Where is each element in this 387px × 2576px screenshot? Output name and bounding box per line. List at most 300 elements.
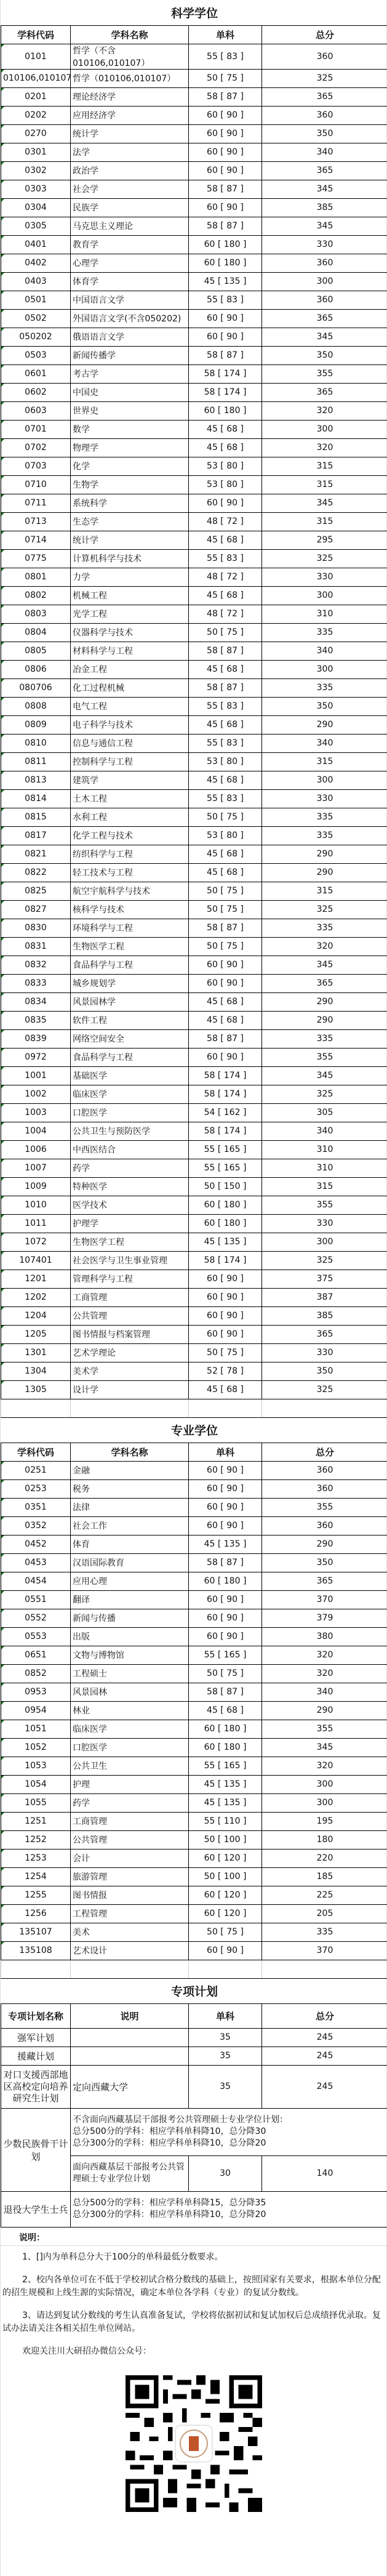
total-score: 360 — [262, 1461, 387, 1479]
subject-code: 0403 — [1, 272, 71, 291]
single-score: 58 [ 87 ] — [189, 919, 262, 937]
single-score: 60 [ 90 ] — [189, 1461, 262, 1479]
subject-code: 0775 — [1, 549, 71, 568]
table-row — [1, 44, 387, 69]
table-row — [1, 715, 387, 734]
total-score: 320 — [262, 438, 387, 457]
table-row — [1, 845, 387, 863]
subject-code: 0713 — [1, 512, 71, 531]
subject-name: 体育学 — [71, 272, 189, 291]
subject-code: 0810 — [1, 734, 71, 752]
total-score: 335 — [262, 1923, 387, 1941]
total-score: 195 — [262, 1812, 387, 1830]
subject-code: 0954 — [1, 1701, 71, 1720]
subject-code: 0813 — [1, 771, 71, 789]
single-score: 55 [ 83 ] — [189, 549, 262, 568]
total-score: 365 — [262, 974, 387, 992]
subject-code: 0817 — [1, 826, 71, 845]
table-row — [1, 1196, 387, 1214]
total-score: 310 — [262, 1140, 387, 1159]
total-score: 335 — [262, 808, 387, 826]
single-score: 60 [ 90 ] — [189, 328, 262, 346]
single-score: 55 [ 165 ] — [189, 1646, 262, 1664]
table-row — [1, 863, 387, 882]
subject-name: 工商管理 — [71, 1812, 189, 1830]
total-score: 330 — [262, 1214, 387, 1233]
total-score: 290 — [262, 992, 387, 1011]
single-score: 58 [ 87 ] — [189, 678, 262, 697]
single-score: 60 [ 90 ] — [189, 1627, 262, 1646]
single-score: 60 [ 90 ] — [189, 974, 262, 992]
total-score: 290 — [262, 1011, 387, 1029]
single-score: 60 [ 90 ] — [189, 1288, 262, 1306]
total-score: 360 — [262, 254, 387, 272]
subject-code: 0202 — [1, 106, 71, 124]
blank-row — [1, 1960, 387, 1978]
header-name: 学科名称 — [71, 1443, 189, 1461]
subject-name: 社会学 — [71, 180, 189, 198]
total-score: 350 — [262, 1362, 387, 1380]
total-score: 340 — [262, 642, 387, 660]
note-3: 3、请达到复试分数线的考生认真准备复试，学校将依据初试和复试加权后总成绩择优录取。复试办法请关注各相关招生单位网站。 — [1, 2304, 386, 2340]
total-score: 325 — [262, 1251, 387, 1270]
total-score: 345 — [262, 494, 387, 512]
table-row — [1, 254, 387, 272]
single-score: 45 [ 68 ] — [189, 992, 262, 1011]
single-score: 58 [ 174 ] — [189, 1085, 262, 1103]
total-score: 385 — [262, 1306, 387, 1325]
total-score: 379 — [262, 1609, 387, 1627]
single-score: 60 [ 90 ] — [189, 494, 262, 512]
plan-total: 140 — [262, 2155, 387, 2191]
subject-name: 电子科学与技术 — [71, 715, 189, 734]
single-score: 50 [ 75 ] — [189, 69, 262, 87]
professional-section-title: 专业学位 — [1, 1417, 387, 1443]
subject-code: 0814 — [1, 789, 71, 808]
subject-name: 系统科学 — [71, 494, 189, 512]
subject-name: 生物医学工程 — [71, 937, 189, 956]
table-row — [1, 438, 387, 457]
subject-name: 体育 — [71, 1535, 189, 1553]
subject-name: 仪器科学与技术 — [71, 623, 189, 642]
table-row — [1, 87, 387, 106]
total-score: 385 — [262, 198, 387, 217]
subject-code: 1204 — [1, 1306, 71, 1325]
subject-code: 0401 — [1, 235, 71, 254]
single-score: 60 [ 180 ] — [189, 1196, 262, 1214]
header-description: 说明 — [71, 2003, 189, 2028]
blank-row — [1, 1399, 387, 1417]
table-row — [1, 1177, 387, 1196]
total-score: 315 — [262, 752, 387, 771]
table-row — [1, 1683, 387, 1701]
plan-desc-line: 总分300分的学科：相应学科单科降10，总分降20 — [73, 2138, 386, 2149]
total-score: 315 — [262, 1177, 387, 1196]
subject-code: 0803 — [1, 605, 71, 623]
single-score: 45 [ 135 ] — [189, 1775, 262, 1793]
total-score: 295 — [262, 531, 387, 549]
table-row — [1, 1720, 387, 1738]
subject-name: 风景园林 — [71, 1683, 189, 1701]
subject-code: 0302 — [1, 161, 71, 180]
subject-code: 0701 — [1, 420, 71, 438]
single-score: 50 [ 100 ] — [189, 1867, 262, 1886]
subject-name: 化学工程与技术 — [71, 826, 189, 845]
subject-name: 应用经济学 — [71, 106, 189, 124]
plan-desc: 定向西藏大学 — [71, 2065, 189, 2108]
table-row — [1, 1140, 387, 1159]
single-score: 50 [ 75 ] — [189, 900, 262, 919]
subject-code: 0303 — [1, 180, 71, 198]
single-score: 58 [ 87 ] — [189, 1029, 262, 1048]
subject-name: 心理学 — [71, 254, 189, 272]
subject-name: 图书情报与档案管理 — [71, 1325, 189, 1343]
total-score: 355 — [262, 1498, 387, 1516]
total-score: 365 — [262, 87, 387, 106]
table-row — [1, 531, 387, 549]
wechat-qr-code[interactable] — [126, 2375, 262, 2539]
total-score: 345 — [262, 328, 387, 346]
professional-rows — [1, 1461, 387, 1960]
total-score: 365 — [262, 161, 387, 180]
total-score: 335 — [262, 623, 387, 642]
total-score: 180 — [262, 1830, 387, 1849]
table-row — [1, 291, 387, 309]
subject-name: 汉语国际教育 — [71, 1553, 189, 1572]
plan-single: 35 — [189, 2028, 262, 2047]
subject-code: 1253 — [1, 1849, 71, 1867]
table-row — [1, 826, 387, 845]
total-score: 290 — [262, 1535, 387, 1553]
single-score: 58 [ 174 ] — [189, 1251, 262, 1270]
subject-code: 0805 — [1, 642, 71, 660]
single-score: 53 [ 80 ] — [189, 752, 262, 771]
subject-name: 临床医学 — [71, 1085, 189, 1103]
table-row — [1, 475, 387, 494]
total-score: 320 — [262, 401, 387, 420]
single-score: 45 [ 68 ] — [189, 531, 262, 549]
header-total: 总分 — [262, 25, 387, 44]
single-score: 50 [ 75 ] — [189, 623, 262, 642]
single-score: 60 [ 90 ] — [189, 1270, 262, 1288]
single-score: 58 [ 87 ] — [189, 87, 262, 106]
single-score: 53 [ 80 ] — [189, 457, 262, 475]
table-row — [1, 789, 387, 808]
table-row — [1, 1757, 387, 1775]
subject-code: 1255 — [1, 1886, 71, 1904]
subject-name: 口腔医学 — [71, 1738, 189, 1757]
subject-name: 工程硕士 — [71, 1664, 189, 1683]
subject-code: 1007 — [1, 1159, 71, 1177]
subject-code: 1006 — [1, 1140, 71, 1159]
table-row — [1, 660, 387, 678]
plan-desc-line: 总分500分的学科：相应学科单科降15，总分降35 — [73, 2197, 386, 2209]
subject-name: 计算机科学与技术 — [71, 549, 189, 568]
table-row — [1, 69, 387, 87]
science-section-title: 科学学位 — [1, 0, 387, 25]
single-score: 60 [ 180 ] — [189, 401, 262, 420]
subject-name: 法学 — [71, 143, 189, 161]
total-score: 185 — [262, 1867, 387, 1886]
single-score: 45 [ 68 ] — [189, 1701, 262, 1720]
table-row — [1, 1306, 387, 1325]
total-score: 355 — [262, 1720, 387, 1738]
subject-code: 0821 — [1, 845, 71, 863]
subject-code: 1256 — [1, 1904, 71, 1923]
total-score: 320 — [262, 1664, 387, 1683]
subject-code: 0852 — [1, 1664, 71, 1683]
subject-code: 1002 — [1, 1085, 71, 1103]
subject-code: 0808 — [1, 697, 71, 715]
total-score: 365 — [262, 1572, 387, 1590]
subject-name: 特种医学 — [71, 1177, 189, 1196]
subject-code: 1254 — [1, 1867, 71, 1886]
plan-row — [1, 2028, 387, 2047]
total-score: 300 — [262, 1775, 387, 1793]
table-row — [1, 124, 387, 143]
table-row — [1, 383, 387, 401]
single-score: 60 [ 180 ] — [189, 254, 262, 272]
total-score: 290 — [262, 845, 387, 863]
table-row — [1, 161, 387, 180]
single-score: 58 [ 174 ] — [189, 1122, 262, 1140]
plan-single: 30 — [189, 2155, 262, 2191]
subject-name: 哲学（不含010106,010107） — [71, 44, 189, 69]
note-1: 1、[]内为单科总分大于100分的单科最低分数要求。 — [1, 2246, 386, 2269]
subject-code: 0452 — [1, 1535, 71, 1553]
subject-name: 公共管理 — [71, 1306, 189, 1325]
table-row — [1, 1627, 387, 1646]
table-row — [1, 937, 387, 956]
subject-code: 1011 — [1, 1214, 71, 1233]
total-score: 335 — [262, 1029, 387, 1048]
subject-name: 教育学 — [71, 235, 189, 254]
total-score: 365 — [262, 383, 387, 401]
header-single: 单科 — [189, 2003, 262, 2028]
total-score: 345 — [262, 180, 387, 198]
subject-name: 水利工程 — [71, 808, 189, 826]
subject-code: 0552 — [1, 1609, 71, 1627]
subject-name: 会计 — [71, 1849, 189, 1867]
table-row — [1, 1646, 387, 1664]
plan-desc-line: 总分300分的学科：相应学科单科降10，总分降20 — [73, 2209, 386, 2221]
subject-name: 建筑学 — [71, 771, 189, 789]
qr-code-area — [1, 2363, 386, 2576]
single-score: 58 [ 174 ] — [189, 383, 262, 401]
subject-name: 新闻与传播 — [71, 1609, 189, 1627]
single-score: 45 [ 68 ] — [189, 420, 262, 438]
table-row — [1, 752, 387, 771]
table-row — [1, 1664, 387, 1683]
subject-name: 化工过程机械 — [71, 678, 189, 697]
subject-name: 网络空间安全 — [71, 1029, 189, 1048]
subject-code: 1004 — [1, 1122, 71, 1140]
subject-name: 护理 — [71, 1775, 189, 1793]
subject-name: 食品科学与工程 — [71, 956, 189, 974]
table-row — [1, 1793, 387, 1812]
header-code: 学科代码 — [1, 1443, 71, 1461]
table-row — [1, 1498, 387, 1516]
single-score: 45 [ 135 ] — [189, 1535, 262, 1553]
subject-name: 航空宇航科学与技术 — [71, 882, 189, 900]
single-score: 55 [ 83 ] — [189, 734, 262, 752]
special-section-title: 专项计划 — [1, 1978, 387, 2003]
table-row — [1, 1849, 387, 1867]
plan-single: 35 — [189, 2065, 262, 2108]
total-score: 350 — [262, 124, 387, 143]
subject-code: 1201 — [1, 1270, 71, 1288]
subject-name: 图书情报 — [71, 1886, 189, 1904]
single-score: 45 [ 68 ] — [189, 660, 262, 678]
total-score: 300 — [262, 1233, 387, 1251]
table-row — [1, 1325, 387, 1343]
subject-code: 1251 — [1, 1812, 71, 1830]
table-row — [1, 1048, 387, 1066]
single-score: 53 [ 80 ] — [189, 826, 262, 845]
single-score: 53 [ 80 ] — [189, 475, 262, 494]
total-score: 360 — [262, 1479, 387, 1498]
subject-name: 生物医学工程 — [71, 1233, 189, 1251]
subject-name: 中西医结合 — [71, 1140, 189, 1159]
table-row — [1, 494, 387, 512]
total-score: 355 — [262, 364, 387, 383]
subject-code: 1052 — [1, 1738, 71, 1757]
subject-name: 风景园林学 — [71, 992, 189, 1011]
table-row — [1, 919, 387, 937]
subject-name: 医学技术 — [71, 1196, 189, 1214]
plan-row — [1, 2191, 387, 2227]
table-row — [1, 974, 387, 992]
subject-code: 0703 — [1, 457, 71, 475]
header-code: 学科代码 — [1, 25, 71, 44]
single-score: 60 [ 180 ] — [189, 1572, 262, 1590]
single-score: 60 [ 90 ] — [189, 1609, 262, 1627]
total-score: 355 — [262, 1196, 387, 1214]
subject-code: 1072 — [1, 1233, 71, 1251]
subject-name: 软件工程 — [71, 1011, 189, 1029]
subject-code: 080706 — [1, 678, 71, 697]
single-score: 45 [ 135 ] — [189, 272, 262, 291]
total-score: 325 — [262, 549, 387, 568]
single-score: 45 [ 68 ] — [189, 845, 262, 863]
subject-code: 0502 — [1, 309, 71, 328]
subject-code: 0503 — [1, 346, 71, 364]
subject-name: 中国语言文学 — [71, 291, 189, 309]
plan-name: 对口支援西部地区高校定向培养研究生计划 — [1, 2065, 71, 2108]
subject-code: 0305 — [1, 217, 71, 235]
table-row — [1, 1535, 387, 1553]
table-row — [1, 623, 387, 642]
subject-code: 0454 — [1, 1572, 71, 1590]
subject-name: 生物学 — [71, 475, 189, 494]
total-score: 310 — [262, 1159, 387, 1177]
plan-row — [1, 2065, 387, 2108]
subject-name: 工商管理 — [71, 1288, 189, 1306]
plan-name: 强军计划 — [1, 2028, 71, 2047]
total-score: 320 — [262, 937, 387, 956]
subject-code: 0553 — [1, 1627, 71, 1646]
subject-code: 0972 — [1, 1048, 71, 1066]
single-score: 60 [ 180 ] — [189, 1214, 262, 1233]
subject-name: 药学 — [71, 1793, 189, 1812]
total-score: 205 — [262, 1904, 387, 1923]
table-row — [1, 1830, 387, 1849]
table-row — [1, 678, 387, 697]
single-score: 60 [ 180 ] — [189, 1738, 262, 1757]
subject-code: 0953 — [1, 1683, 71, 1701]
single-score: 55 [ 165 ] — [189, 1757, 262, 1775]
subject-name: 临床医学 — [71, 1720, 189, 1738]
single-score: 55 [ 83 ] — [189, 697, 262, 715]
subject-name: 物理学 — [71, 438, 189, 457]
header-single: 单科 — [189, 1443, 262, 1461]
plan-name: 援藏计划 — [1, 2047, 71, 2065]
subject-name: 政治学 — [71, 161, 189, 180]
subject-code: 0352 — [1, 1516, 71, 1535]
subject-code: 0802 — [1, 586, 71, 605]
subject-name: 世界史 — [71, 401, 189, 420]
total-score: 375 — [262, 1270, 387, 1288]
table-row — [1, 512, 387, 531]
table-row — [1, 1479, 387, 1498]
table-row — [1, 106, 387, 124]
table-row — [1, 457, 387, 475]
table-row — [1, 1103, 387, 1122]
total-score: 365 — [262, 309, 387, 328]
single-score: 60 [ 90 ] — [189, 1498, 262, 1516]
subject-name: 口腔医学 — [71, 1103, 189, 1122]
table-row — [1, 1923, 387, 1941]
total-score: 350 — [262, 346, 387, 364]
subject-name: 美术 — [71, 1923, 189, 1941]
total-score: 325 — [262, 1085, 387, 1103]
table-row — [1, 217, 387, 235]
subject-name: 林业 — [71, 1701, 189, 1720]
subject-name: 文物与博物馆 — [71, 1646, 189, 1664]
table-row — [1, 1590, 387, 1609]
table-row — [1, 992, 387, 1011]
header-total: 总分 — [262, 1443, 387, 1461]
header-name: 学科名称 — [71, 25, 189, 44]
single-score: 58 [ 87 ] — [189, 217, 262, 235]
table-row — [1, 1362, 387, 1380]
subject-code: 050202 — [1, 328, 71, 346]
plan-desc-line: 总分500分的学科：相应学科单科降10，总分降30 — [73, 2126, 386, 2138]
table-row — [1, 1380, 387, 1399]
subject-code: 107401 — [1, 1251, 71, 1270]
total-score: 350 — [262, 1553, 387, 1572]
subject-code: 0804 — [1, 623, 71, 642]
table-row — [1, 1701, 387, 1720]
table-row — [1, 1867, 387, 1886]
subject-code: 0551 — [1, 1590, 71, 1609]
total-score: 310 — [262, 605, 387, 623]
single-score: 58 [ 87 ] — [189, 346, 262, 364]
total-score: 335 — [262, 919, 387, 937]
notes-section — [1, 2228, 386, 2363]
table-row — [1, 1461, 387, 1479]
table-row — [1, 1886, 387, 1904]
single-score: 45 [ 68 ] — [189, 586, 262, 605]
subject-code: 0832 — [1, 956, 71, 974]
subject-code: 0402 — [1, 254, 71, 272]
single-score: 60 [ 90 ] — [189, 1516, 262, 1535]
single-score: 60 [ 90 ] — [189, 956, 262, 974]
notes-heading: 说明： — [1, 2228, 386, 2246]
total-score: 315 — [262, 512, 387, 531]
total-score: 360 — [262, 44, 387, 69]
single-score: 60 [ 90 ] — [189, 1941, 262, 1960]
